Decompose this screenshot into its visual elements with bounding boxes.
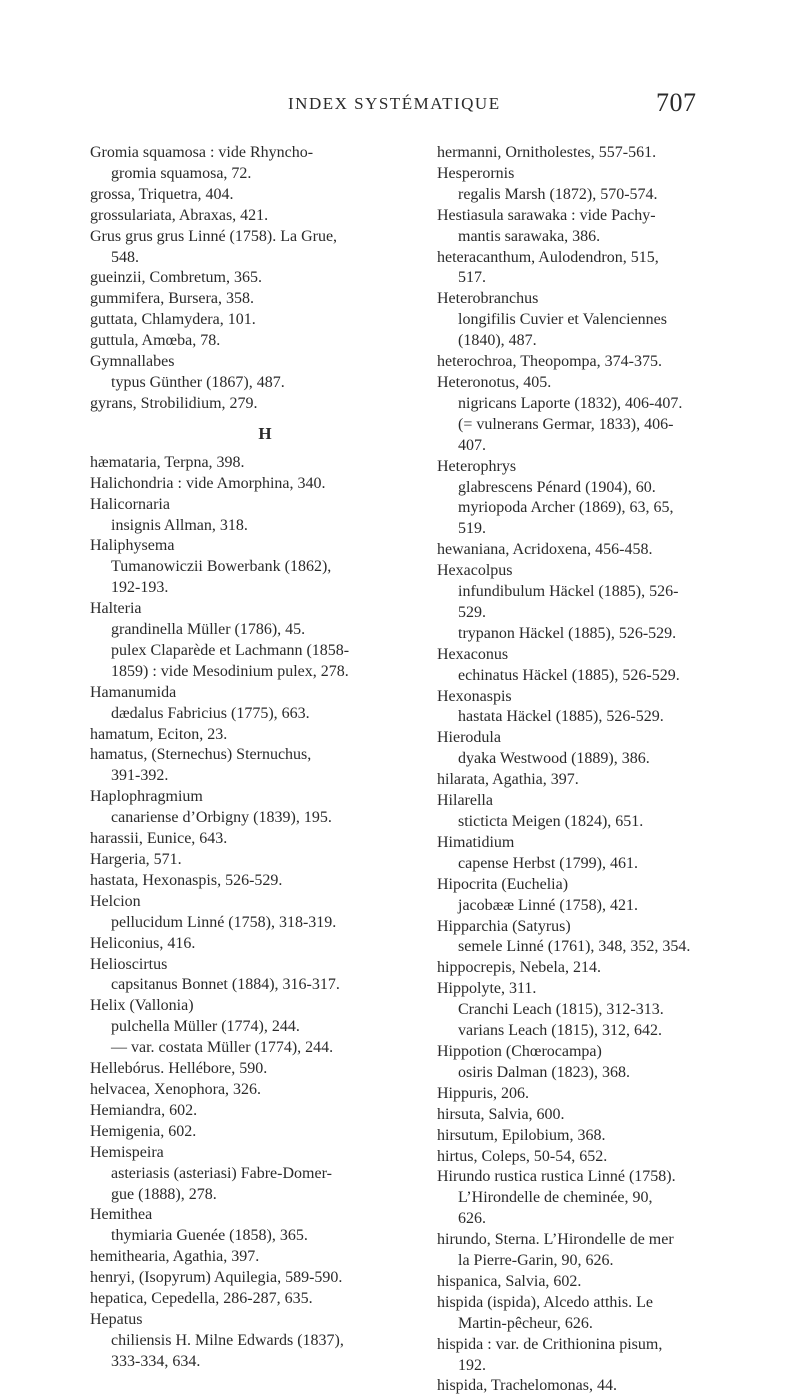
index-entry: Helcion [90,892,141,910]
index-entry: la Pierre-Garin, 90, 626. [458,1252,614,1270]
index-entry: Hexacolpus [437,562,513,580]
section-letter: H [258,423,272,443]
index-entry: Hemispeira [90,1143,164,1161]
index-entry: Hemigenia, 602. [90,1122,197,1140]
index-entry: Halteria [90,600,142,618]
index-entry: semele Linné (1761), 348, 352, 354. [458,938,691,956]
index-entry: Hargeria, 571. [90,851,182,868]
index-entry: hepatica, Cepedella, 286-287, 635. [90,1290,313,1308]
index-entry: 548. [111,248,139,266]
index-column-left [90,143,440,1373]
index-entry: hastata Häckel (1885), 526-529. [458,708,664,726]
index-entry: Heliconius, 416. [90,934,196,952]
index-entry: capense Herbst (1799), 461. [458,854,638,872]
index-entry: Hesperornis [437,164,515,182]
index-entry: L’Hirondelle de cheminée, 90, [458,1189,653,1207]
index-entry: Heterobranchus [437,290,539,308]
index-entry: Hipparchia (Satyrus) [437,917,571,935]
index-entry: hirtus, Coleps, 50-54, 652. [437,1147,608,1165]
index-entry: 517. [458,269,486,287]
index-entry: typus Günther (1867), 487. [111,373,285,391]
index-entry: longifilis Cuvier et Valenciennes [458,311,667,329]
index-entry: 626. [458,1210,486,1228]
index-entry: hippocrepis, Nebela, 214. [437,959,601,977]
index-entry: canariense d’Orbigny (1839), 195. [111,809,332,827]
index-entry: gyrans, Strobilidium, 279. [90,394,258,412]
index-entry: harassii, Eunice, 643. [90,830,228,848]
index-entry: heterochroa, Theopompa, 374-375. [437,353,662,371]
index-entry: Hexaconus [437,645,509,663]
index-entry: hemithearia, Agathia, 397. [90,1248,260,1266]
index-entry: pellucidum Linné (1758), 318-319. [111,913,337,931]
index-entry: Gromia squamosa : vide Rhyncho- [90,144,314,161]
index-entry: 519. [458,520,486,538]
index-entry: gue (1888), 278. [111,1185,217,1203]
index-entry: pulchella Müller (1774), 244. [111,1018,300,1036]
index-entry: regalis Marsh (1872), 570-574. [458,185,658,203]
index-entry: Hepatus [90,1310,143,1328]
index-entry: 192-193. [111,579,169,597]
index-entry: Hippotion (Chœrocampa) [437,1042,602,1060]
index-entry: (= vulnerans Germar, 1833), 406- [458,415,674,433]
index-entry: Cranchi Leach (1815), 312-313. [458,1001,664,1019]
index-entry: Hirundo rustica rustica Linné (1758). [437,1168,676,1186]
index-entry: grandinella Müller (1786), 45. [111,621,306,639]
index-entry: hastata, Hexonaspis, 526-529. [90,871,283,889]
index-entry: guttula, Amœba, 78. [90,332,221,350]
index-entry: hispanica, Salvia, 602. [437,1272,582,1290]
index-column-right [437,143,787,1397]
index-entry: helvacea, Xenophora, 326. [90,1080,262,1098]
index-entry: guttata, Chlamydera, 101. [90,311,256,329]
page-number: 707 [656,88,697,117]
index-entry: hispida : var. de Crithionina pisum, [437,1335,663,1353]
index-entry: glabrescens Pénard (1904), 60. [458,478,656,496]
index-entry: varians Leach (1815), 312, 642. [458,1022,662,1040]
index-entry: Martin-pêcheur, 626. [458,1314,593,1332]
index-entry: Himatidium [437,833,515,851]
index-entry: jacobææ Linné (1758), 421. [458,896,638,914]
index-entry: hæmataria, Terpna, 398. [90,453,245,471]
index-entry: — var. costata Müller (1774), 244. [111,1039,334,1057]
index-entry: 529. [458,603,486,621]
index-entry: Heterophrys [437,457,517,475]
page-header [0,88,800,128]
index-entry: thymiaria Guenée (1858), 365. [111,1227,308,1245]
index-entry: hilarata, Agathia, 397. [437,771,579,789]
index-entry: Halichondria : vide Amorphina, 340. [90,474,326,492]
index-entry: insignis Allman, 318. [111,516,248,534]
index-entry: Hestiasula sarawaka : vide Pachy- [437,206,656,224]
index-entry: dyaka Westwood (1889), 386. [458,750,650,768]
index-entry: Gymnallabes [90,353,175,371]
index-entry: Hamanumida [90,683,177,701]
index-entry: hirsutum, Epilobium, 368. [437,1126,606,1144]
index-entry: Hexonaspis [437,687,512,705]
index-entry: trypanon Häckel (1885), 526-529. [458,624,677,642]
index-entry: Helioscirtus [90,955,168,973]
index-entry: hamatus, (Sternechus) Sternuchus, [90,746,312,764]
index-entry: 407. [458,436,486,454]
index-entry: Hemithea [90,1206,153,1224]
index-entry: Hierodula [437,729,501,747]
index-entry: Hipocrita (Euchelia) [437,875,569,893]
index-entry: Hilarella [437,792,493,810]
index-entry: 333-334, 634. [111,1352,201,1370]
index-entry: pulex Claparède et Lachmann (1858- [111,641,350,659]
index-entry: 1859) : vide Mesodinium pulex, 278. [111,662,349,680]
index-entry: mantis sarawaka, 386. [458,227,601,245]
index-entry: chiliensis H. Milne Edwards (1837), [111,1331,344,1349]
index-entry: myriopoda Archer (1869), 63, 65, [458,499,674,517]
index-entry: dædalus Fabricius (1775), 663. [111,704,310,722]
index-entry: osiris Dalman (1823), 368. [458,1063,630,1081]
index-entry: hispida (ispida), Alcedo atthis. Le [437,1293,653,1311]
index-entry: grossulariata, Abraxas, 421. [90,206,269,224]
index-entry: hamatum, Eciton, 23. [90,725,228,743]
index-entry: asteriasis (asteriasi) Fabre-Domer- [111,1164,332,1182]
index-entry: gummifera, Bursera, 358. [90,290,254,308]
index-entry: heteracanthum, Aulodendron, 515, [437,248,659,266]
index-entry: Hellebórus. Hellébore, 590. [90,1060,268,1078]
index-entry: nigricans Laporte (1832), 406-407. [458,394,683,412]
index-entry: Haplophragmium [90,788,203,806]
index-entry: Helix (Vallonia) [90,997,194,1015]
index-entry: Grus grus grus Linné (1758). La Grue, [90,227,338,245]
index-entry: infundibulum Häckel (1885), 526- [458,583,679,601]
index-entry: Hemiandra, 602. [90,1101,198,1119]
index-entry: hermanni, Ornitholestes, 557-561. [437,144,657,161]
index-entry: echinatus Häckel (1885), 526-529. [458,666,680,684]
index-entry: Heteronotus, 405. [437,373,552,391]
index-entry: hewaniana, Acridoxena, 456-458. [437,541,653,559]
index-entry: Tumanowiczii Bowerbank (1862), [111,558,332,576]
index-entry: Haliphysema [90,537,175,555]
index-entry: Hippuris, 206. [437,1084,529,1102]
index-entry: grossa, Triquetra, 404. [90,185,234,203]
running-title: INDEX SYSTÉMATIQUE [288,94,501,113]
index-entry: hirsuta, Salvia, 600. [437,1105,565,1123]
index-entry: henryi, (Isopyrum) Aquilegia, 589-590. [90,1269,343,1287]
index-entry: hirundo, Sterna. L’Hirondelle de mer [437,1231,674,1249]
index-entry: 192. [458,1356,486,1374]
index-entry: (1840), 487. [458,332,537,350]
index-entry: Hippolyte, 311. [437,980,537,998]
index-entry: 391-392. [111,767,169,785]
index-entry: gueinzii, Combretum, 365. [90,269,262,287]
index-entry: sticticta Meigen (1824), 651. [458,813,644,830]
index-entry: gromia squamosa, 72. [111,164,252,182]
index-entry: hispida, Trachelomonas, 44. [437,1377,617,1395]
index-entry: capsitanus Bonnet (1884), 316-317. [111,976,340,994]
index-entry: Halicornaria [90,495,170,513]
